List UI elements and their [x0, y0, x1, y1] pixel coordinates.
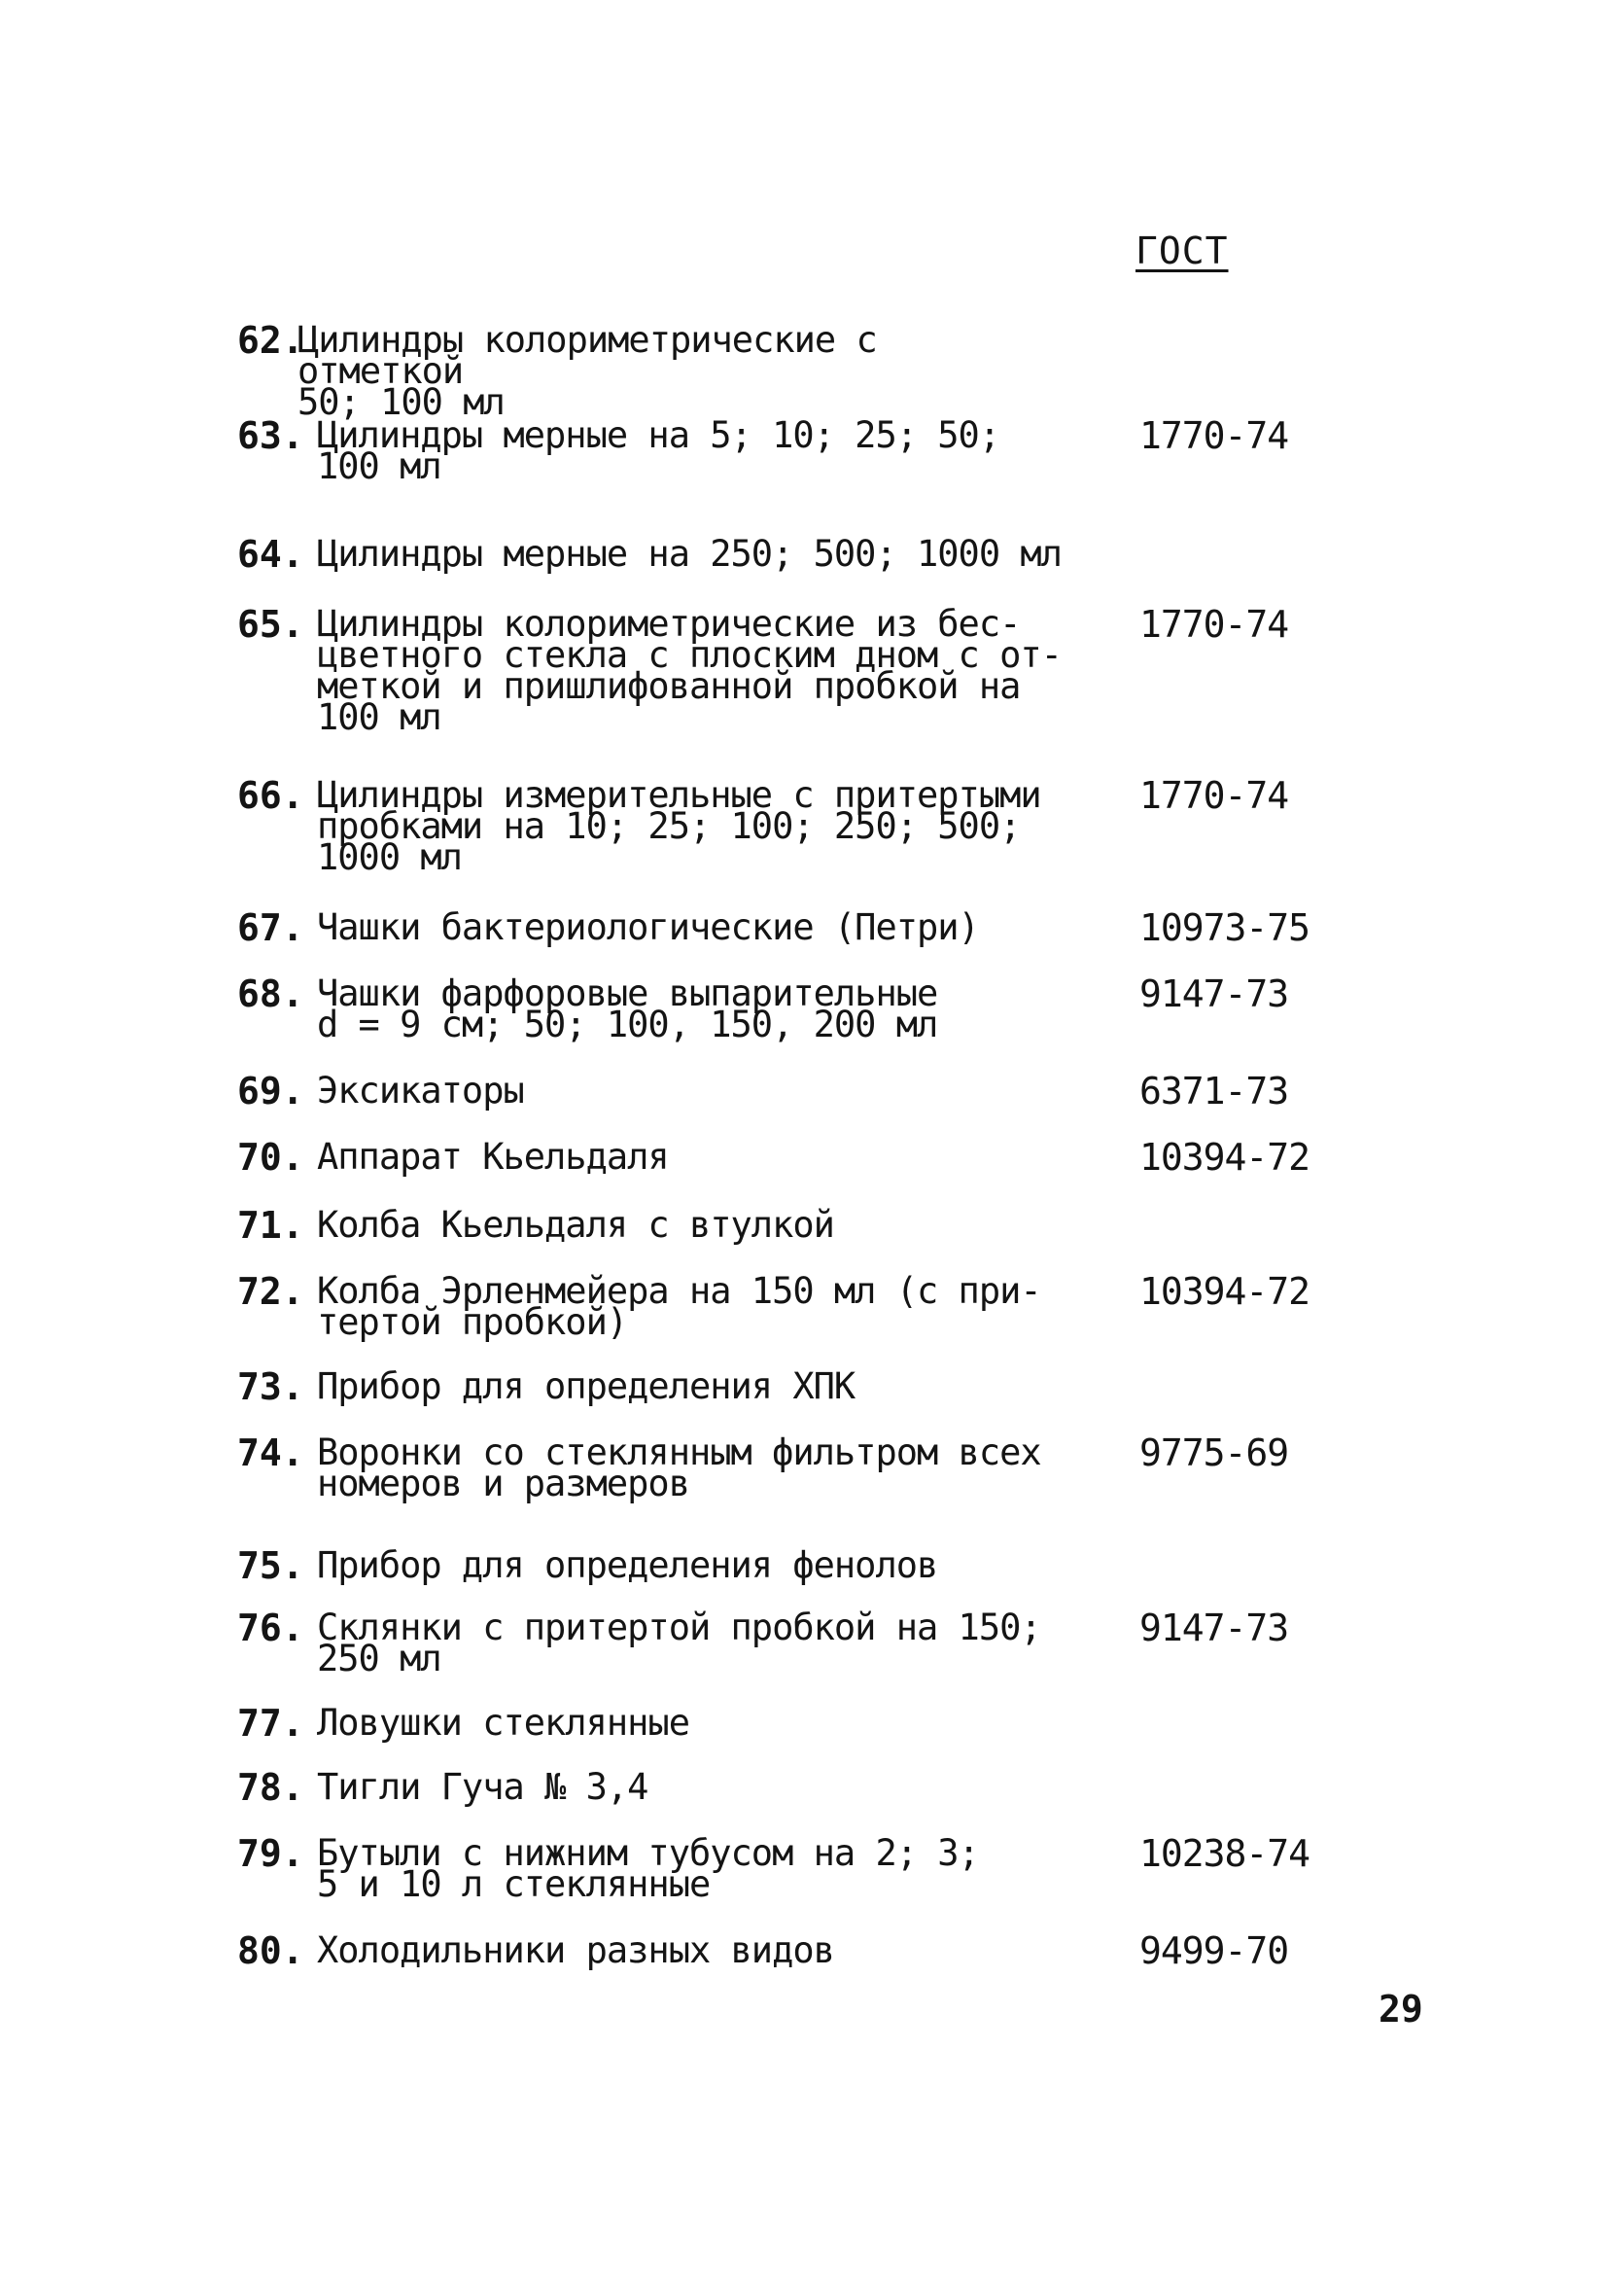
list-item [237, 1607, 1404, 1679]
item-number: 63. [237, 414, 304, 457]
item-gost: 10394-72 [1139, 1136, 1310, 1179]
item-number: 71. [237, 1204, 304, 1247]
list-item [237, 1832, 1404, 1905]
item-gost: 9775-69 [1139, 1431, 1289, 1474]
item-number: 68. [237, 972, 304, 1015]
item-number: 65. [237, 603, 304, 646]
item-number: 62. [237, 319, 304, 362]
list-item [237, 414, 1404, 487]
item-gost: 6371-73 [1139, 1070, 1289, 1113]
item-gost: 9147-73 [1139, 972, 1289, 1015]
item-text: Цилиндры измерительные с притертыми пробками на 10; 25; 100; 250; 500; 1000 мл [317, 774, 1041, 878]
list-item [237, 1204, 1404, 1247]
item-number: 74. [237, 1431, 304, 1474]
list-item [237, 1431, 1404, 1504]
item-number: 69. [237, 1070, 304, 1113]
item-gost: 10238-74 [1139, 1832, 1310, 1875]
item-number: 67. [237, 906, 304, 949]
item-text: Склянки с притертой пробкой на 150; 250 мл [317, 1607, 1041, 1679]
item-number: 80. [237, 1929, 304, 1972]
item-number: 79. [237, 1832, 304, 1875]
item-text: Цилиндры мерные на 250; 500; 1000 мл [317, 533, 1062, 575]
list-item [237, 1270, 1404, 1343]
item-number: 72. [237, 1270, 304, 1313]
list-item [237, 1365, 1404, 1408]
item-text: Чашки бактериологические (Петри) [317, 906, 979, 948]
item-number: 77. [237, 1702, 304, 1745]
item-number: 70. [237, 1136, 304, 1179]
list-item [237, 906, 1404, 949]
item-gost: 9499-70 [1139, 1929, 1289, 1972]
list-item [237, 603, 1404, 738]
item-gost: 9147-73 [1139, 1607, 1289, 1649]
item-number: 66. [237, 774, 304, 817]
item-text: Холодильники разных видов [317, 1929, 834, 1971]
item-gost: 1770-74 [1139, 414, 1289, 457]
item-gost: 1770-74 [1139, 603, 1289, 646]
item-gost: 1770-74 [1139, 774, 1289, 817]
item-text: Колба Кьельдаля с втулкой [317, 1204, 834, 1246]
list-item [237, 319, 1404, 423]
gost-column-header: ГОСТ [1135, 230, 1229, 272]
list-item [237, 1766, 1404, 1809]
item-text: Цилиндры колориметрические из бес- цветного стекла с плоским дном с от- меткой и пришлифованной пробкой на 100 мл [317, 603, 1062, 738]
item-text: Цилиндры колориметрические с отметкой 50; 100 мл [297, 319, 877, 423]
item-text: Прибор для определения ХПК [317, 1365, 856, 1407]
item-text: Тигли Гуча № 3,4 [317, 1766, 648, 1808]
item-number: 73. [237, 1365, 304, 1408]
item-number: 64. [237, 533, 304, 576]
list-item [237, 533, 1404, 576]
page-number: 29 [1379, 1988, 1423, 2031]
list-item [237, 1136, 1404, 1179]
item-text: Ловушки стеклянные [317, 1702, 689, 1744]
list-item [237, 972, 1404, 1045]
item-number: 78. [237, 1766, 304, 1809]
item-gost: 10394-72 [1139, 1270, 1310, 1313]
list-item [237, 1929, 1404, 1972]
list-item [237, 1702, 1404, 1745]
item-text: Чашки фарфоровые выпарительные d = 9 см; 50; 100, 150, 200 мл [317, 972, 938, 1045]
item-text: Колба Эрленмейера на 150 мл (с при- тертой пробкой) [317, 1270, 1041, 1343]
item-number: 75. [237, 1544, 304, 1587]
item-gost: 10973-75 [1139, 906, 1310, 949]
item-text: Прибор для определения фенолов [317, 1544, 938, 1586]
item-text: Эксикаторы [317, 1070, 524, 1112]
item-text: Аппарат Кьельдаля [317, 1136, 669, 1178]
item-text: Цилиндры мерные на 5; 10; 25; 50; 100 мл [317, 414, 1000, 487]
list-item [237, 1544, 1404, 1587]
item-number: 76. [237, 1607, 304, 1649]
list-item [237, 1070, 1404, 1113]
list-item [237, 774, 1404, 878]
item-text: Воронки со стеклянным фильтром всех номеров и размеров [317, 1431, 1041, 1504]
item-text: Бутыли с нижним тубусом на 2; 3; 5 и 10 л стеклянные [317, 1832, 979, 1905]
